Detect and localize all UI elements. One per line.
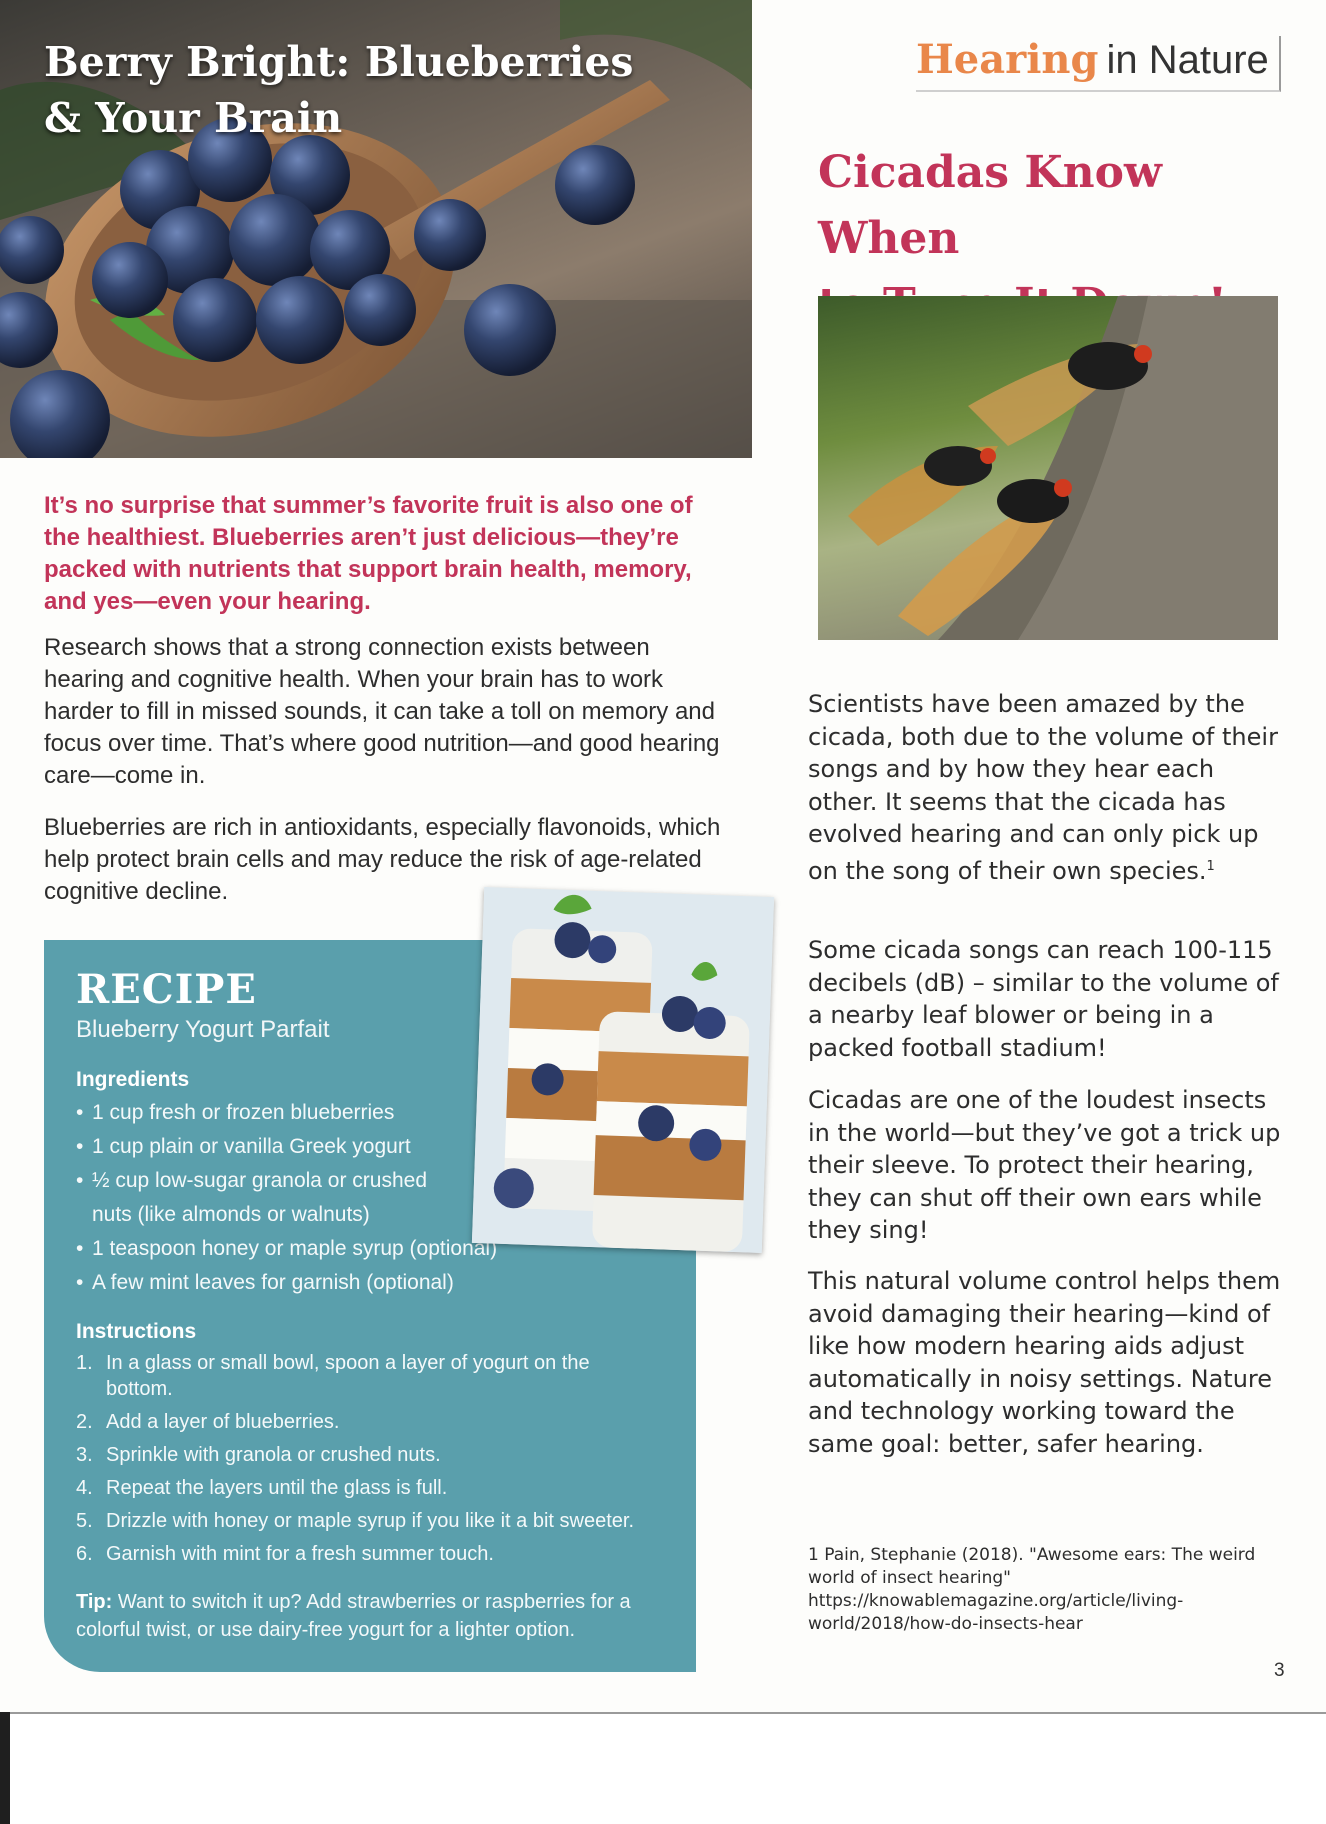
recipe-subtitle: Blueberry Yogurt Parfait bbox=[76, 1016, 330, 1043]
cicada-paragraph-2: Some cicada songs can reach 100-115 decibels (dB) – similar to the volume of a nearby leaf blower or being in a packed football stadium! bbox=[808, 936, 1279, 1062]
section-header bbox=[916, 36, 1281, 92]
blueberry-hero-image bbox=[0, 0, 752, 458]
cicada-headline-line1: Cicadas Know When bbox=[818, 147, 1162, 264]
parfait-image bbox=[472, 887, 774, 1253]
scan-edge bbox=[0, 1712, 1326, 1714]
step-text: Garnish with mint for a fresh summer touch. bbox=[106, 1543, 494, 1565]
body-paragraph-1: Research shows that a strong connection exists between hearing and cognitive health. When your brain has to work harder to fill in missed sounds, it can take a toll on memory and focus over time. That’s where good nutrition—and good hearing care—come in. bbox=[44, 634, 720, 789]
step-number: 2. bbox=[76, 1411, 93, 1433]
footnote: 1 Pain, Stephanie (2018). "Awesome ears: The weird world of insect hearing" https://knowablemagazine.org/article/living-world/2018/how-do-insects-hear bbox=[808, 1545, 1256, 1634]
ingredient-item: • ½ cup low-sugar granola or crushed nuts (like almonds or walnuts) bbox=[76, 1164, 462, 1232]
recipe-title: RECIPE bbox=[76, 966, 257, 1013]
instruction-step bbox=[76, 1508, 676, 1534]
step-number: 6. bbox=[76, 1543, 93, 1565]
instructions-list bbox=[76, 1350, 676, 1574]
cicada-photo bbox=[818, 296, 1278, 640]
tip-text: Want to switch it up? Add strawberries or raspberries for a colorful twist, or use dairy-free yogurt for a lighter option. bbox=[76, 1591, 631, 1641]
step-text: Repeat the layers until the glass is full. bbox=[106, 1477, 448, 1499]
ingredients-heading: Ingredients bbox=[76, 1068, 190, 1091]
scan-edge-left bbox=[0, 1712, 10, 1824]
step-number: 1. bbox=[76, 1352, 93, 1374]
tip-label: Tip: bbox=[76, 1591, 113, 1613]
recipe-tip bbox=[76, 1588, 666, 1644]
instruction-step bbox=[76, 1541, 676, 1567]
instruction-step bbox=[76, 1350, 626, 1402]
section-header-rest: in Nature bbox=[1106, 38, 1269, 82]
intro-paragraph: It’s no surprise that summer’s favorite fruit is also one of the healthiest. Blueberries aren’t just delicious—they’re packed with nutrients that support brain health, memory, and yes—even your hearing. bbox=[44, 492, 693, 615]
step-text: Drizzle with honey or maple syrup if you like it a bit sweeter. bbox=[106, 1510, 634, 1532]
cicada-paragraph-1-text: Scientists have been amazed by the cicada, both due to the volume of their songs and by how they hear each other. It seems that the cicada has evolved hearing and can only pick up on the song of their own species. bbox=[808, 690, 1278, 885]
section-header-accent: Hearing bbox=[916, 36, 1099, 83]
footnote-marker: 1 bbox=[1206, 858, 1215, 874]
instructions-heading: Instructions bbox=[76, 1320, 197, 1343]
step-number: 4. bbox=[76, 1477, 93, 1499]
article-title-line2: & Your Brain bbox=[44, 94, 343, 142]
instruction-step bbox=[76, 1475, 676, 1501]
article-title-line1: Berry Bright: Blueberries bbox=[44, 38, 634, 86]
cicada-paragraph-1 bbox=[808, 688, 1288, 887]
step-text: In a glass or small bowl, spoon a layer of yogurt on the bottom. bbox=[106, 1352, 590, 1400]
step-text: Sprinkle with granola or crushed nuts. bbox=[106, 1444, 441, 1466]
ingredient-item: • 1 cup plain or vanilla Greek yogurt bbox=[76, 1130, 472, 1164]
page-number: 3 bbox=[1274, 1660, 1285, 1681]
instruction-step bbox=[76, 1409, 676, 1435]
ingredient-item: • 1 cup fresh or frozen blueberries bbox=[76, 1096, 472, 1130]
article-title bbox=[44, 34, 724, 146]
parfait-photo bbox=[472, 887, 774, 1253]
step-text: Add a layer of blueberries. bbox=[106, 1411, 340, 1433]
body-paragraph-2: Blueberries are rich in antioxidants, especially flavonoids, which help protect brain cells and may reduce the risk of age-related cognitive decline. bbox=[44, 814, 721, 905]
ingredient-item: • 1 teaspoon honey or maple syrup (optional) bbox=[76, 1232, 652, 1266]
ingredient-item: • A few mint leaves for garnish (optional) bbox=[76, 1266, 652, 1300]
step-number: 3. bbox=[76, 1444, 93, 1466]
cicada-paragraph-4: This natural volume control helps them avoid damaging their hearing—kind of like how modern hearing aids adjust automatically in noisy settings. Nature and technology working toward the same goal: better, safer hearing. bbox=[808, 1267, 1281, 1458]
step-number: 5. bbox=[76, 1510, 93, 1532]
instruction-step bbox=[76, 1442, 676, 1468]
cicada-image bbox=[818, 296, 1278, 640]
cicada-paragraph-3: Cicadas are one of the loudest insects in the world—but they’ve got a trick up their sleeve. To protect their hearing, they can shut off their own ears while they sing! bbox=[808, 1086, 1281, 1244]
